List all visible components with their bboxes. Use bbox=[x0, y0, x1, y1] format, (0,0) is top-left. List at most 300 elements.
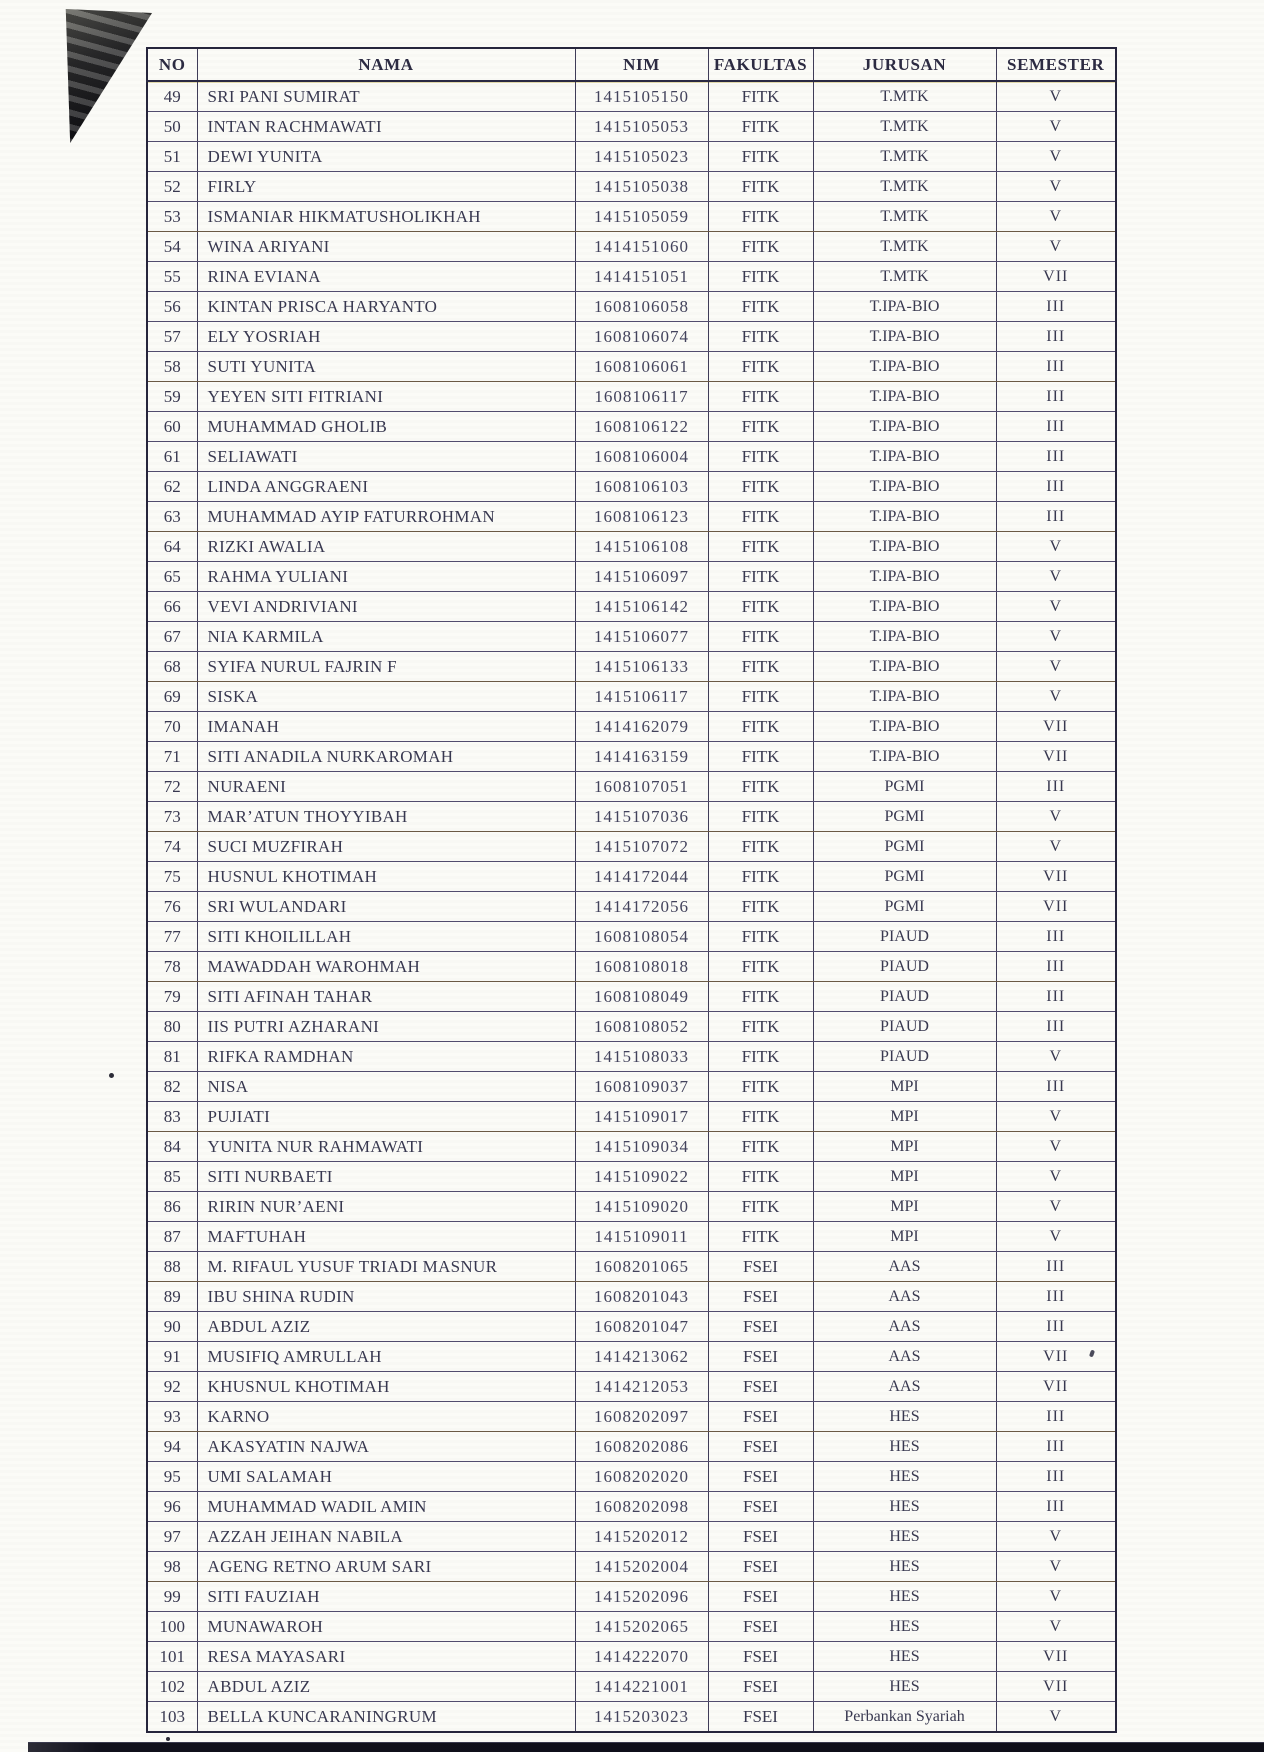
cell-jurusan: HES bbox=[813, 1582, 996, 1612]
cell-semester: III bbox=[996, 1072, 1116, 1102]
cell-semester: III bbox=[996, 1012, 1116, 1042]
table-body bbox=[147, 81, 1116, 1732]
cell-nama: DEWI YUNITA bbox=[197, 142, 575, 172]
cell-fakultas: FITK bbox=[708, 81, 813, 112]
cell-nim: 1414172044 bbox=[575, 862, 708, 892]
cell-fakultas: FITK bbox=[708, 652, 813, 682]
cell-fakultas: FSEI bbox=[708, 1312, 813, 1342]
cell-semester: III bbox=[996, 772, 1116, 802]
cell-semester: V bbox=[996, 1162, 1116, 1192]
cell-nama: AZZAH JEIHAN NABILA bbox=[197, 1522, 575, 1552]
cell-no: 49 bbox=[147, 81, 197, 112]
table-row bbox=[147, 472, 1116, 502]
cell-jurusan: AAS bbox=[813, 1312, 996, 1342]
cell-nama: FIRLY bbox=[197, 172, 575, 202]
cell-nama: AGENG RETNO ARUM SARI bbox=[197, 1552, 575, 1582]
cell-nama: KHUSNUL KHOTIMAH bbox=[197, 1372, 575, 1402]
table-row bbox=[147, 1672, 1116, 1702]
col-header-nim: NIM bbox=[575, 48, 708, 81]
cell-no: 64 bbox=[147, 532, 197, 562]
cell-semester: V bbox=[996, 112, 1116, 142]
cell-no: 73 bbox=[147, 802, 197, 832]
cell-jurusan: PIAUD bbox=[813, 922, 996, 952]
cell-nama: ABDUL AZIZ bbox=[197, 1312, 575, 1342]
cell-nim: 1608108018 bbox=[575, 952, 708, 982]
cell-semester: III bbox=[996, 952, 1116, 982]
cell-semester: VII bbox=[996, 712, 1116, 742]
table-row bbox=[147, 382, 1116, 412]
cell-no: 100 bbox=[147, 1612, 197, 1642]
table-row bbox=[147, 922, 1116, 952]
cell-jurusan: PIAUD bbox=[813, 1042, 996, 1072]
cell-semester: V bbox=[996, 562, 1116, 592]
cell-nama: ISMANIAR HIKMATUSHOLIKHAH bbox=[197, 202, 575, 232]
cell-fakultas: FITK bbox=[708, 772, 813, 802]
cell-fakultas: FSEI bbox=[708, 1642, 813, 1672]
cell-nama: IIS PUTRI AZHARANI bbox=[197, 1012, 575, 1042]
table-row bbox=[147, 142, 1116, 172]
cell-nama: NIA KARMILA bbox=[197, 622, 575, 652]
table-row bbox=[147, 1372, 1116, 1402]
scan-speck bbox=[109, 1073, 114, 1078]
cell-jurusan: MPI bbox=[813, 1162, 996, 1192]
cell-nim: 1415105150 bbox=[575, 81, 708, 112]
cell-fakultas: FITK bbox=[708, 202, 813, 232]
cell-nama: RINA EVIANA bbox=[197, 262, 575, 292]
cell-nama: RIFKA RAMDHAN bbox=[197, 1042, 575, 1072]
cell-no: 61 bbox=[147, 442, 197, 472]
cell-nama: VEVI ANDRIVIANI bbox=[197, 592, 575, 622]
cell-no: 68 bbox=[147, 652, 197, 682]
table-row bbox=[147, 1522, 1116, 1552]
cell-fakultas: FITK bbox=[708, 262, 813, 292]
cell-nama: ABDUL AZIZ bbox=[197, 1672, 575, 1702]
table-row bbox=[147, 112, 1116, 142]
cell-semester: III bbox=[996, 922, 1116, 952]
cell-no: 79 bbox=[147, 982, 197, 1012]
cell-semester: V bbox=[996, 202, 1116, 232]
table-row bbox=[147, 1612, 1116, 1642]
cell-nim: 1608201047 bbox=[575, 1312, 708, 1342]
table-row bbox=[147, 412, 1116, 442]
cell-fakultas: FITK bbox=[708, 172, 813, 202]
cell-no: 55 bbox=[147, 262, 197, 292]
cell-semester: V bbox=[996, 1582, 1116, 1612]
cell-nim: 1608106004 bbox=[575, 442, 708, 472]
cell-semester: VII bbox=[996, 1642, 1116, 1672]
cell-nim: 1608106074 bbox=[575, 322, 708, 352]
table-row bbox=[147, 81, 1116, 112]
cell-jurusan: HES bbox=[813, 1522, 996, 1552]
cell-nim: 1608106058 bbox=[575, 292, 708, 322]
cell-semester: III bbox=[996, 1462, 1116, 1492]
cell-jurusan: PIAUD bbox=[813, 982, 996, 1012]
table-row bbox=[147, 802, 1116, 832]
cell-jurusan: PIAUD bbox=[813, 952, 996, 982]
cell-nim: 1415202096 bbox=[575, 1582, 708, 1612]
table-row bbox=[147, 682, 1116, 712]
cell-jurusan: AAS bbox=[813, 1282, 996, 1312]
cell-no: 97 bbox=[147, 1522, 197, 1552]
cell-semester: V bbox=[996, 1192, 1116, 1222]
cell-semester: III bbox=[996, 382, 1116, 412]
cell-no: 80 bbox=[147, 1012, 197, 1042]
cell-jurusan: HES bbox=[813, 1402, 996, 1432]
cell-jurusan: HES bbox=[813, 1492, 996, 1522]
cell-jurusan: T.MTK bbox=[813, 232, 996, 262]
cell-semester: V bbox=[996, 652, 1116, 682]
cell-nim: 1608109037 bbox=[575, 1072, 708, 1102]
cell-nama: RAHMA YULIANI bbox=[197, 562, 575, 592]
cell-no: 53 bbox=[147, 202, 197, 232]
cell-semester: V bbox=[996, 622, 1116, 652]
cell-semester: V bbox=[996, 532, 1116, 562]
cell-nim: 1414151051 bbox=[575, 262, 708, 292]
cell-no: 99 bbox=[147, 1582, 197, 1612]
cell-nama: MUHAMMAD GHOLIB bbox=[197, 412, 575, 442]
cell-no: 77 bbox=[147, 922, 197, 952]
cell-no: 98 bbox=[147, 1552, 197, 1582]
cell-nim: 1415109034 bbox=[575, 1132, 708, 1162]
cell-fakultas: FSEI bbox=[708, 1372, 813, 1402]
cell-nim: 1415107036 bbox=[575, 802, 708, 832]
cell-jurusan: PGMI bbox=[813, 802, 996, 832]
cell-nama: HUSNUL KHOTIMAH bbox=[197, 862, 575, 892]
cell-semester: V bbox=[996, 1522, 1116, 1552]
cell-nim: 1608202097 bbox=[575, 1402, 708, 1432]
cell-nim: 1415108033 bbox=[575, 1042, 708, 1072]
scan-speck bbox=[166, 1737, 170, 1741]
cell-nim: 1414221001 bbox=[575, 1672, 708, 1702]
cell-jurusan: AAS bbox=[813, 1342, 996, 1372]
cell-nim: 1415106117 bbox=[575, 682, 708, 712]
cell-no: 63 bbox=[147, 502, 197, 532]
cell-nama: SUTI YUNITA bbox=[197, 352, 575, 382]
cell-jurusan: T.IPA-BIO bbox=[813, 532, 996, 562]
cell-nim: 1415105059 bbox=[575, 202, 708, 232]
cell-semester: III bbox=[996, 292, 1116, 322]
cell-fakultas: FITK bbox=[708, 1222, 813, 1252]
cell-jurusan: MPI bbox=[813, 1192, 996, 1222]
cell-no: 72 bbox=[147, 772, 197, 802]
cell-jurusan: HES bbox=[813, 1642, 996, 1672]
table-row bbox=[147, 1072, 1116, 1102]
cell-nim: 1415109017 bbox=[575, 1102, 708, 1132]
cell-nim: 1608202098 bbox=[575, 1492, 708, 1522]
cell-nim: 1415202065 bbox=[575, 1612, 708, 1642]
cell-nim: 1608108052 bbox=[575, 1012, 708, 1042]
cell-jurusan: HES bbox=[813, 1612, 996, 1642]
cell-nama: PUJIATI bbox=[197, 1102, 575, 1132]
cell-nim: 1608108049 bbox=[575, 982, 708, 1012]
cell-nim: 1608106061 bbox=[575, 352, 708, 382]
cell-fakultas: FITK bbox=[708, 292, 813, 322]
cell-no: 75 bbox=[147, 862, 197, 892]
cell-no: 50 bbox=[147, 112, 197, 142]
cell-nama: YEYEN SITI FITRIANI bbox=[197, 382, 575, 412]
cell-nama: SITI AFINAH TAHAR bbox=[197, 982, 575, 1012]
cell-no: 81 bbox=[147, 1042, 197, 1072]
cell-no: 54 bbox=[147, 232, 197, 262]
table-row bbox=[147, 742, 1116, 772]
cell-no: 88 bbox=[147, 1252, 197, 1282]
cell-fakultas: FITK bbox=[708, 232, 813, 262]
table-row bbox=[147, 862, 1116, 892]
cell-no: 96 bbox=[147, 1492, 197, 1522]
cell-fakultas: FITK bbox=[708, 712, 813, 742]
cell-semester: III bbox=[996, 1492, 1116, 1522]
cell-fakultas: FITK bbox=[708, 562, 813, 592]
cell-fakultas: FITK bbox=[708, 502, 813, 532]
cell-semester: VII bbox=[996, 1672, 1116, 1702]
cell-fakultas: FITK bbox=[708, 952, 813, 982]
cell-fakultas: FSEI bbox=[708, 1702, 813, 1733]
cell-nama: YUNITA NUR RAHMAWATI bbox=[197, 1132, 575, 1162]
table-row bbox=[147, 1462, 1116, 1492]
cell-fakultas: FSEI bbox=[708, 1582, 813, 1612]
cell-no: 51 bbox=[147, 142, 197, 172]
table-row bbox=[147, 712, 1116, 742]
cell-no: 92 bbox=[147, 1372, 197, 1402]
cell-no: 95 bbox=[147, 1462, 197, 1492]
cell-jurusan: T.IPA-BIO bbox=[813, 472, 996, 502]
cell-nim: 1414162079 bbox=[575, 712, 708, 742]
cell-no: 90 bbox=[147, 1312, 197, 1342]
cell-no: 84 bbox=[147, 1132, 197, 1162]
cell-semester: V bbox=[996, 81, 1116, 112]
cell-nim: 1415105053 bbox=[575, 112, 708, 142]
cell-nim: 1414172056 bbox=[575, 892, 708, 922]
cell-nim: 1608202020 bbox=[575, 1462, 708, 1492]
cell-nama: WINA ARIYANI bbox=[197, 232, 575, 262]
cell-semester: V bbox=[996, 802, 1116, 832]
cell-no: 60 bbox=[147, 412, 197, 442]
cell-semester: III bbox=[996, 502, 1116, 532]
cell-nama: SITI ANADILA NURKAROMAH bbox=[197, 742, 575, 772]
cell-fakultas: FITK bbox=[708, 1042, 813, 1072]
cell-no: 65 bbox=[147, 562, 197, 592]
cell-fakultas: FITK bbox=[708, 112, 813, 142]
cell-jurusan: PGMI bbox=[813, 892, 996, 922]
table-row bbox=[147, 1342, 1116, 1372]
table-row bbox=[147, 832, 1116, 862]
cell-nama: NISA bbox=[197, 1072, 575, 1102]
col-header-jurusan: JURUSAN bbox=[813, 48, 996, 81]
cell-nama: RIZKI AWALIA bbox=[197, 532, 575, 562]
cell-semester: V bbox=[996, 172, 1116, 202]
cell-fakultas: FITK bbox=[708, 322, 813, 352]
cell-fakultas: FITK bbox=[708, 1102, 813, 1132]
table-row bbox=[147, 1642, 1116, 1672]
cell-nama: SITI KHOILILLAH bbox=[197, 922, 575, 952]
scan-edge-bar bbox=[28, 1742, 1264, 1752]
cell-semester: V bbox=[996, 1702, 1116, 1733]
cell-nim: 1608201065 bbox=[575, 1252, 708, 1282]
cell-jurusan: T.IPA-BIO bbox=[813, 712, 996, 742]
cell-no: 93 bbox=[147, 1402, 197, 1432]
cell-no: 91 bbox=[147, 1342, 197, 1372]
table-row bbox=[147, 592, 1116, 622]
cell-nama: SUCI MUZFIRAH bbox=[197, 832, 575, 862]
cell-no: 85 bbox=[147, 1162, 197, 1192]
cell-fakultas: FSEI bbox=[708, 1342, 813, 1372]
cell-no: 76 bbox=[147, 892, 197, 922]
cell-no: 69 bbox=[147, 682, 197, 712]
cell-jurusan: PGMI bbox=[813, 772, 996, 802]
cell-nama: AKASYATIN NAJWA bbox=[197, 1432, 575, 1462]
cell-fakultas: FITK bbox=[708, 442, 813, 472]
cell-semester: III bbox=[996, 442, 1116, 472]
cell-jurusan: T.IPA-BIO bbox=[813, 622, 996, 652]
cell-jurusan: T.MTK bbox=[813, 202, 996, 232]
cell-nama: KINTAN PRISCA HARYANTO bbox=[197, 292, 575, 322]
cell-no: 86 bbox=[147, 1192, 197, 1222]
cell-no: 78 bbox=[147, 952, 197, 982]
cell-fakultas: FSEI bbox=[708, 1522, 813, 1552]
cell-nim: 1608106117 bbox=[575, 382, 708, 412]
table-row bbox=[147, 1312, 1116, 1342]
cell-nim: 1415106077 bbox=[575, 622, 708, 652]
cell-jurusan: T.IPA-BIO bbox=[813, 292, 996, 322]
cell-fakultas: FSEI bbox=[708, 1432, 813, 1462]
cell-jurusan: HES bbox=[813, 1552, 996, 1582]
cell-no: 52 bbox=[147, 172, 197, 202]
table-row bbox=[147, 352, 1116, 382]
cell-no: 82 bbox=[147, 1072, 197, 1102]
cell-nim: 1608108054 bbox=[575, 922, 708, 952]
cell-nama: MAWADDAH WAROHMAH bbox=[197, 952, 575, 982]
cell-jurusan: T.MTK bbox=[813, 81, 996, 112]
cell-jurusan: PGMI bbox=[813, 832, 996, 862]
cell-semester: VII bbox=[996, 892, 1116, 922]
cell-nim: 1415203023 bbox=[575, 1702, 708, 1733]
table-row bbox=[147, 1042, 1116, 1072]
cell-nim: 1415109022 bbox=[575, 1162, 708, 1192]
table-row bbox=[147, 1252, 1116, 1282]
cell-jurusan: MPI bbox=[813, 1102, 996, 1132]
table-row bbox=[147, 292, 1116, 322]
table-row bbox=[147, 1132, 1116, 1162]
cell-jurusan: PGMI bbox=[813, 862, 996, 892]
table-row bbox=[147, 1012, 1116, 1042]
cell-no: 59 bbox=[147, 382, 197, 412]
cell-jurusan: T.MTK bbox=[813, 172, 996, 202]
cell-jurusan: HES bbox=[813, 1432, 996, 1462]
cell-jurusan: AAS bbox=[813, 1372, 996, 1402]
cell-nama: MAFTUHAH bbox=[197, 1222, 575, 1252]
cell-nim: 1415106133 bbox=[575, 652, 708, 682]
table-row bbox=[147, 1192, 1116, 1222]
cell-nama: RIRIN NUR’AENI bbox=[197, 1192, 575, 1222]
cell-no: 74 bbox=[147, 832, 197, 862]
cell-nama: SITI FAUZIAH bbox=[197, 1582, 575, 1612]
cell-nim: 1415105038 bbox=[575, 172, 708, 202]
cell-nim: 1415106142 bbox=[575, 592, 708, 622]
cell-no: 83 bbox=[147, 1102, 197, 1132]
cell-jurusan: MPI bbox=[813, 1222, 996, 1252]
cell-fakultas: FITK bbox=[708, 352, 813, 382]
cell-jurusan: T.IPA-BIO bbox=[813, 412, 996, 442]
cell-nama: UMI SALAMAH bbox=[197, 1462, 575, 1492]
table-row bbox=[147, 892, 1116, 922]
cell-semester: III bbox=[996, 1432, 1116, 1462]
cell-nim: 1415105023 bbox=[575, 142, 708, 172]
cell-nim: 1608202086 bbox=[575, 1432, 708, 1462]
table-row bbox=[147, 1492, 1116, 1522]
table-row bbox=[147, 262, 1116, 292]
cell-nim: 1415202012 bbox=[575, 1522, 708, 1552]
table-row bbox=[147, 622, 1116, 652]
cell-jurusan: MPI bbox=[813, 1132, 996, 1162]
col-header-no: NO bbox=[147, 48, 197, 81]
cell-no: 62 bbox=[147, 472, 197, 502]
cell-semester: III bbox=[996, 1402, 1116, 1432]
cell-semester: VII bbox=[996, 1372, 1116, 1402]
cell-nama: MAR’ATUN THOYYIBAH bbox=[197, 802, 575, 832]
cell-semester: V bbox=[996, 682, 1116, 712]
cell-nim: 1414222070 bbox=[575, 1642, 708, 1672]
cell-jurusan: MPI bbox=[813, 1072, 996, 1102]
cell-jurusan: AAS bbox=[813, 1252, 996, 1282]
table-row bbox=[147, 1552, 1116, 1582]
cell-fakultas: FITK bbox=[708, 412, 813, 442]
cell-semester: III bbox=[996, 1312, 1116, 1342]
table-row bbox=[147, 652, 1116, 682]
cell-jurusan: T.IPA-BIO bbox=[813, 382, 996, 412]
table-row bbox=[147, 502, 1116, 532]
cell-semester: V bbox=[996, 1552, 1116, 1582]
cell-fakultas: FITK bbox=[708, 1072, 813, 1102]
cell-nim: 1415109011 bbox=[575, 1222, 708, 1252]
cell-semester: III bbox=[996, 1282, 1116, 1312]
cell-semester: III bbox=[996, 472, 1116, 502]
cell-fakultas: FITK bbox=[708, 892, 813, 922]
cell-fakultas: FITK bbox=[708, 592, 813, 622]
cell-fakultas: FITK bbox=[708, 922, 813, 952]
cell-nama: IBU SHINA RUDIN bbox=[197, 1282, 575, 1312]
cell-jurusan: T.IPA-BIO bbox=[813, 562, 996, 592]
cell-semester: III bbox=[996, 1252, 1116, 1282]
cell-nama: SYIFA NURUL FAJRIN F bbox=[197, 652, 575, 682]
cell-nama: INTAN RACHMAWATI bbox=[197, 112, 575, 142]
cell-fakultas: FITK bbox=[708, 1192, 813, 1222]
cell-no: 57 bbox=[147, 322, 197, 352]
cell-fakultas: FITK bbox=[708, 982, 813, 1012]
cell-nama: MUSIFIQ AMRULLAH bbox=[197, 1342, 575, 1372]
cell-semester: V bbox=[996, 1042, 1116, 1072]
table-row bbox=[147, 1222, 1116, 1252]
cell-nim: 1415202004 bbox=[575, 1552, 708, 1582]
table-row bbox=[147, 1432, 1116, 1462]
cell-fakultas: FITK bbox=[708, 742, 813, 772]
cell-semester: III bbox=[996, 352, 1116, 382]
cell-nim: 1608106123 bbox=[575, 502, 708, 532]
table-row bbox=[147, 952, 1116, 982]
cell-semester: V bbox=[996, 1222, 1116, 1252]
cell-jurusan: T.IPA-BIO bbox=[813, 592, 996, 622]
table-row bbox=[147, 532, 1116, 562]
cell-fakultas: FSEI bbox=[708, 1612, 813, 1642]
cell-nim: 1415106108 bbox=[575, 532, 708, 562]
cell-nim: 1414213062 bbox=[575, 1342, 708, 1372]
cell-nim: 1414163159 bbox=[575, 742, 708, 772]
cell-nama: MUHAMMAD AYIP FATURROHMAN bbox=[197, 502, 575, 532]
cell-fakultas: FITK bbox=[708, 832, 813, 862]
cell-no: 89 bbox=[147, 1282, 197, 1312]
cell-semester: VII bbox=[996, 1342, 1116, 1372]
cell-jurusan: T.IPA-BIO bbox=[813, 502, 996, 532]
cell-no: 70 bbox=[147, 712, 197, 742]
